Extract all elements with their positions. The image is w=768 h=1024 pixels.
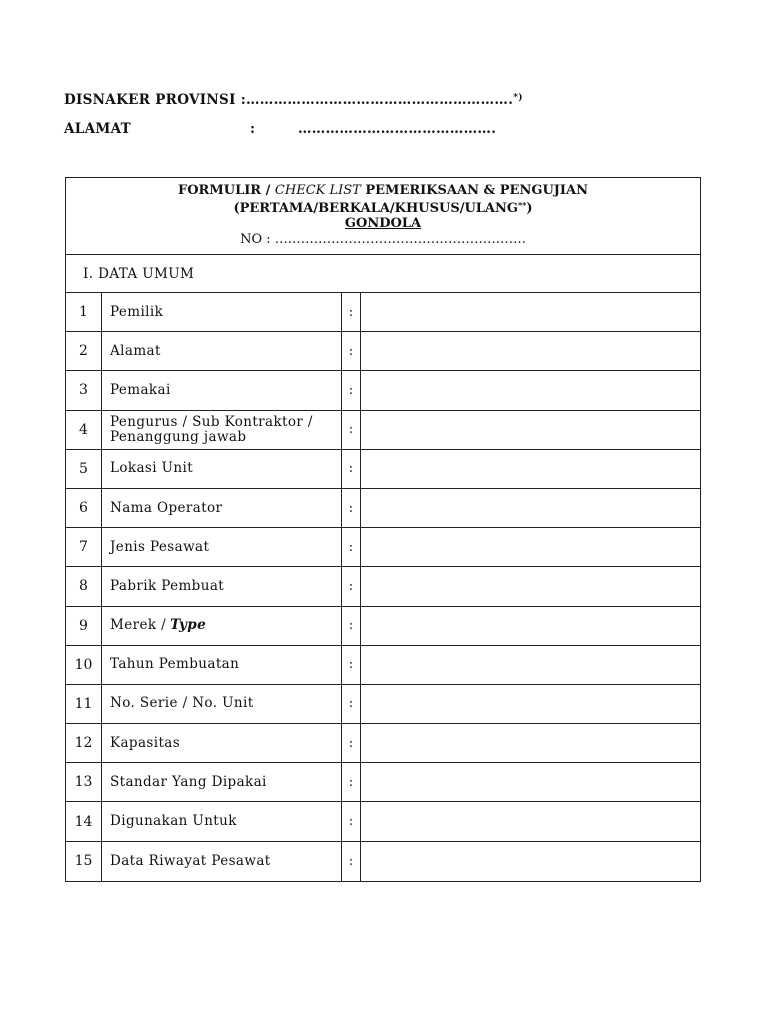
form-title-block — [66, 178, 700, 255]
table-row — [66, 528, 700, 567]
row-label — [102, 724, 342, 762]
row-value-field[interactable] — [361, 489, 700, 527]
row-label-text: Kapasitas — [110, 734, 181, 751]
row-value-field[interactable] — [361, 567, 700, 605]
row-value-field[interactable] — [361, 607, 700, 645]
row-label — [102, 842, 342, 881]
alamat-line — [64, 121, 496, 137]
row-number: 13 — [66, 763, 102, 801]
row-label — [102, 371, 342, 409]
row-number: 14 — [66, 802, 102, 840]
row-label-text: No. Serie / No. Unit — [110, 695, 254, 712]
row-value-field[interactable] — [361, 332, 700, 370]
provinsi-footnote-mark: *) — [513, 93, 523, 103]
provinsi-line — [64, 92, 523, 108]
form-title-italic: CHECK LIST — [274, 183, 361, 198]
row-value-field[interactable] — [361, 411, 700, 449]
row-number: 5 — [66, 450, 102, 488]
row-colon: : — [342, 724, 361, 762]
row-label-text: Lokasi Unit — [110, 460, 194, 477]
table-row — [66, 724, 700, 763]
form-subtitle-text: (PERTAMA/BERKALA/KHUSUS/ULANG — [233, 201, 518, 216]
row-label — [102, 293, 342, 331]
row-label-text: Nama Operator — [110, 499, 223, 516]
form-title-prefix: FORMULIR / — [178, 183, 275, 198]
row-number: 9 — [66, 607, 102, 645]
row-colon: : — [342, 332, 361, 370]
provinsi-label: DISNAKER PROVINSI : — [64, 92, 246, 108]
row-label — [102, 332, 342, 370]
row-number: 8 — [66, 567, 102, 605]
table-row — [66, 646, 700, 685]
row-label-text: Pemilik — [110, 303, 164, 320]
row-value-field[interactable] — [361, 685, 700, 723]
row-label-text: Jenis Pesawat — [110, 538, 210, 555]
row-label-text: Standar Yang Dipakai — [110, 773, 267, 790]
row-label — [102, 763, 342, 801]
table-row — [66, 411, 700, 450]
table-row — [66, 489, 700, 528]
row-label-text: Data Riwayat Pesawat — [110, 852, 271, 869]
row-colon: : — [342, 371, 361, 409]
table-row — [66, 450, 700, 489]
table-row — [66, 332, 700, 371]
row-value-field[interactable] — [361, 450, 700, 488]
checklist-form — [65, 177, 701, 882]
table-row — [66, 293, 700, 332]
row-number: 4 — [66, 411, 102, 449]
row-label — [102, 607, 342, 645]
data-table — [66, 293, 700, 881]
form-subtitle-close: ) — [526, 201, 533, 216]
row-number: 1 — [66, 293, 102, 331]
row-value-field[interactable] — [361, 763, 700, 801]
row-value-field[interactable] — [361, 646, 700, 684]
row-label-text: Pemakai — [110, 381, 171, 398]
provinsi-fill-dots: …………………………………………………. — [246, 92, 514, 108]
row-label-text: Merek / — [110, 617, 167, 634]
row-number: 12 — [66, 724, 102, 762]
row-label — [102, 450, 342, 488]
row-label — [102, 489, 342, 527]
section-heading: I. DATA UMUM — [66, 255, 700, 293]
row-colon: : — [342, 685, 361, 723]
table-row — [66, 607, 700, 646]
row-value-field[interactable] — [361, 724, 700, 762]
row-label — [102, 528, 342, 566]
row-label — [102, 411, 342, 449]
row-colon: : — [342, 450, 361, 488]
row-label — [102, 802, 342, 840]
form-object: GONDOLA — [344, 216, 422, 231]
row-colon: : — [342, 763, 361, 801]
row-label-text: Digunakan Untuk — [110, 813, 237, 830]
row-label-italic: Type — [170, 617, 207, 634]
alamat-label: ALAMAT — [64, 121, 131, 137]
table-row — [66, 567, 700, 606]
form-number: NO : …………………………………………………. — [240, 232, 526, 247]
form-subtitle — [66, 198, 700, 216]
form-title — [66, 183, 700, 198]
row-colon: : — [342, 802, 361, 840]
row-number: 15 — [66, 842, 102, 881]
table-row — [66, 371, 700, 410]
row-label — [102, 646, 342, 684]
row-value-field[interactable] — [361, 293, 700, 331]
row-colon: : — [342, 411, 361, 449]
alamat-separator: : — [250, 121, 256, 137]
row-number: 10 — [66, 646, 102, 684]
row-label-text: Tahun Pembuatan — [110, 656, 240, 673]
row-colon: : — [342, 293, 361, 331]
row-colon: : — [342, 646, 361, 684]
row-number: 11 — [66, 685, 102, 723]
row-value-field[interactable] — [361, 528, 700, 566]
row-value-field[interactable] — [361, 802, 700, 840]
row-label-text: Pengurus / Sub Kontraktor / Penanggung jawab — [110, 413, 313, 445]
table-row — [66, 763, 700, 802]
row-colon: : — [342, 607, 361, 645]
row-colon: : — [342, 567, 361, 605]
row-label-text: Pabrik Pembuat — [110, 577, 225, 594]
form-subtitle-mark: ** — [518, 200, 527, 210]
row-label-text: Alamat — [110, 342, 161, 359]
row-colon: : — [342, 489, 361, 527]
row-number: 2 — [66, 332, 102, 370]
row-label — [102, 685, 342, 723]
row-label — [102, 567, 342, 605]
alamat-fill-dots: ……………………………………. — [298, 121, 497, 137]
row-number: 3 — [66, 371, 102, 409]
row-value-field[interactable] — [361, 842, 700, 881]
table-row — [66, 802, 700, 841]
table-row — [66, 685, 700, 724]
row-colon: : — [342, 842, 361, 881]
row-number: 7 — [66, 528, 102, 566]
row-colon: : — [342, 528, 361, 566]
form-title-suffix: PEMERIKSAAN & PENGUJIAN — [360, 183, 588, 198]
row-value-field[interactable] — [361, 371, 700, 409]
row-number: 6 — [66, 489, 102, 527]
table-row — [66, 842, 700, 881]
